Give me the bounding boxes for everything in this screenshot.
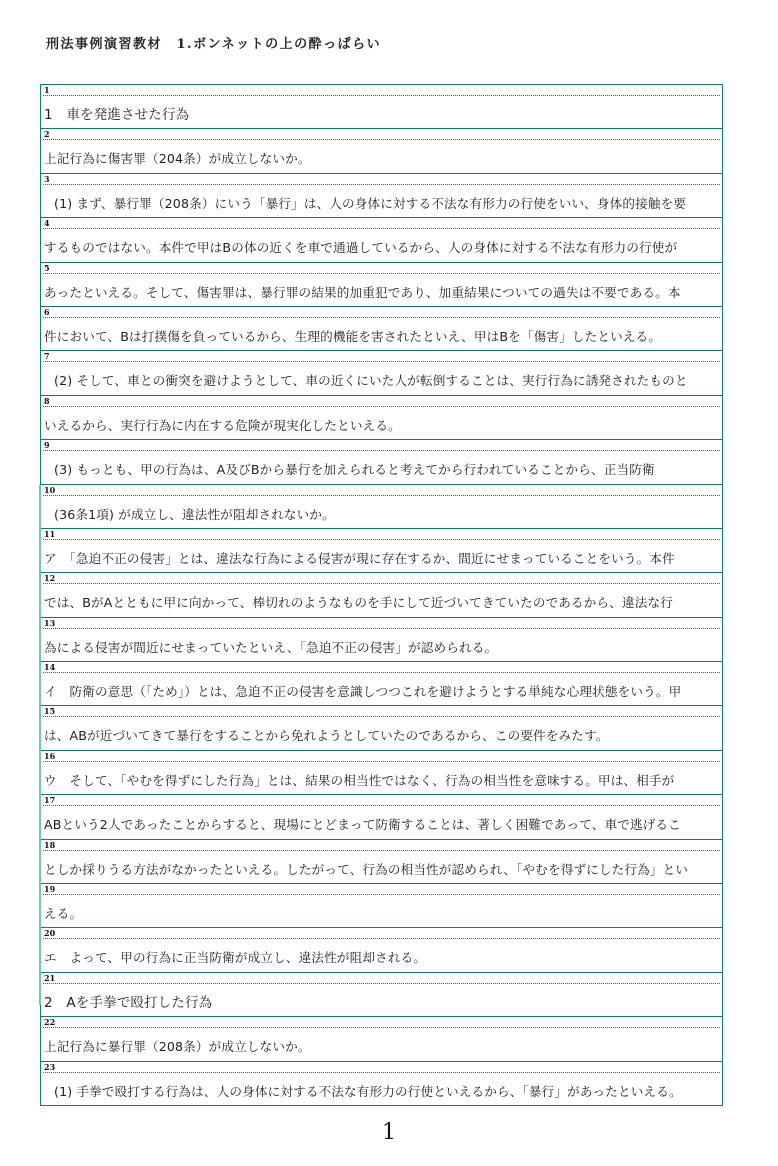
text-line-row <box>41 1062 722 1106</box>
text-line-row <box>41 351 722 395</box>
dotted-guide-line <box>43 317 720 318</box>
line-text: 上記行為に傷害罪（204条）が成立しないか。 <box>44 151 311 167</box>
text-line-row <box>41 263 722 307</box>
line-number: 20 <box>44 928 56 939</box>
document-title: 刑法事例演習教材 1.ボンネットの上の酔っぱらい <box>46 37 382 52</box>
line-text: 1 車を発進させた行為 <box>44 107 190 123</box>
text-line-row <box>41 662 722 706</box>
dotted-guide-line <box>43 850 720 851</box>
line-text: では、BがAとともに甲に向かって、棒切れのようなものを手にして近づいてきていたのであるから、違法な行 <box>44 595 674 611</box>
text-line-row <box>41 928 722 972</box>
text-line-row <box>41 174 722 218</box>
text-line-row <box>41 396 722 440</box>
line-text: するものではない。本件で甲はBの体の近くを車で通過しているから、人の身体に対する不法な有形力の行使が <box>44 240 678 256</box>
dotted-guide-line <box>43 361 720 362</box>
dotted-guide-line <box>43 539 720 540</box>
line-number: 17 <box>44 795 56 806</box>
line-text: ア 「急迫不正の侵害」とは、違法な行為による侵害が現に存在するか、間近にせまっていることをいう。本件 <box>44 550 675 566</box>
line-number: 14 <box>44 662 56 673</box>
dotted-guide-line <box>43 672 720 673</box>
page-number: 1 <box>382 1120 396 1145</box>
line-text: える。 <box>44 906 83 922</box>
line-number: 11 <box>44 528 56 539</box>
line-text: 件において、Bは打撲傷を負っているから、生理的機能を害されたといえ、甲はBを「傷害」したといえる。 <box>44 328 662 344</box>
dotted-guide-line <box>43 1027 720 1028</box>
line-text: ABという2人であったことからすると、現場にとどまって防衛することは、著しく困難であって、車で逃げるこ <box>44 817 681 833</box>
line-number: 6 <box>44 306 50 317</box>
text-line-row <box>41 485 722 529</box>
line-text: ウ そして、「やむを得ずにした行為」とは、結果の相当性ではなく、行為の相当性を意味する。甲は、相手が <box>44 772 675 788</box>
text-line-row <box>41 307 722 351</box>
dotted-guide-line <box>43 228 720 229</box>
line-text: (2) そして、車との衝突を避けようとして、車の近くにいた人が転倒することは、実行行為に誘発されたものと <box>54 373 688 389</box>
manuscript-grid <box>40 84 723 1106</box>
line-text: としか採りうる方法がなかったといえる。したがって、行為の相当性が認められ、「やむを得ずにした行為」とい <box>44 861 689 877</box>
text-line-row <box>41 618 722 662</box>
text-line-row <box>41 440 722 484</box>
line-number: 2 <box>44 129 50 140</box>
line-number: 15 <box>44 706 56 717</box>
dotted-guide-line <box>43 805 720 806</box>
line-text: 2 Aを手拳で殴打した行為 <box>44 994 213 1011</box>
dotted-guide-line <box>43 450 720 451</box>
line-number: 13 <box>44 617 56 628</box>
dotted-guide-line <box>43 406 720 407</box>
line-text: いえるから、実行行為に内在する危険が現実化したといえる。 <box>44 417 401 433</box>
text-line-row <box>41 751 722 795</box>
line-number: 21 <box>44 972 56 983</box>
line-number: 12 <box>44 573 56 584</box>
line-text: (1) 手拳で殴打する行為は、人の身体に対する不法な有形力の行使といえるから、「暴行」があったといえる。 <box>54 1083 682 1099</box>
text-line-row <box>41 529 722 573</box>
line-text: (36条1項) が成立し、違法性が阻却されないか。 <box>54 506 335 522</box>
dotted-guide-line <box>43 761 720 762</box>
dotted-guide-line <box>43 139 720 140</box>
line-number: 18 <box>44 839 56 850</box>
dotted-guide-line <box>43 273 720 274</box>
line-text: 為による侵害が間近にせまっていたといえ、「急迫不正の侵害」が認められる。 <box>44 639 498 655</box>
line-number: 1 <box>44 85 50 95</box>
line-text: (3) もっとも、甲の行為は、A及びBから暴行を加えられると考えてから行われていることから、正当防衛 <box>54 462 655 478</box>
dotted-guide-line <box>43 628 720 629</box>
line-number: 8 <box>44 395 50 406</box>
line-text: あったといえる。そして、傷害罪は、暴行罪の結果的加重犯であり、加重結果についての過失は不要である。本 <box>44 284 681 300</box>
text-line-row <box>41 840 722 884</box>
line-text: イ 防衛の意思（「ため」）とは、急迫不正の侵害を意識しつつこれを避けようとする単純な心理状態をいう。甲 <box>44 684 682 700</box>
line-number: 23 <box>44 1061 56 1072</box>
text-line-row <box>41 85 722 129</box>
text-line-row <box>41 1017 722 1061</box>
line-number: 9 <box>44 440 50 451</box>
line-number: 22 <box>44 1017 56 1028</box>
line-number: 7 <box>44 351 50 362</box>
dotted-guide-line <box>43 1072 720 1073</box>
text-line-row <box>41 218 722 262</box>
text-line-row <box>41 795 722 839</box>
dotted-guide-line <box>43 983 720 984</box>
dotted-guide-line <box>43 716 720 717</box>
line-number: 16 <box>44 750 56 761</box>
line-text: は、ABが近づいてきて暴行をすることから免れようとしていたのであるから、この要件をみたす。 <box>44 728 609 744</box>
text-line-row <box>41 129 722 173</box>
text-line-row <box>41 573 722 617</box>
line-number: 10 <box>44 484 56 495</box>
line-number: 19 <box>44 884 56 895</box>
line-text: エ よって、甲の行為に正当防衛が成立し、違法性が阻却される。 <box>44 950 427 966</box>
line-number: 3 <box>44 173 50 184</box>
text-line-row <box>41 973 722 1017</box>
line-number: 4 <box>44 218 50 229</box>
dotted-guide-line <box>43 95 720 96</box>
line-text: 上記行為に暴行罪（208条）が成立しないか。 <box>44 1039 311 1055</box>
text-line-row <box>41 706 722 750</box>
dotted-guide-line <box>43 184 720 185</box>
line-number: 5 <box>44 262 50 273</box>
dotted-guide-line <box>43 495 720 496</box>
dotted-guide-line <box>43 938 720 939</box>
dotted-guide-line <box>43 583 720 584</box>
line-text: (1) まず、暴行罪（208条）にいう「暴行」は、人の身体に対する不法な有形力の行使をいい、身体的接触を要 <box>54 195 687 211</box>
text-line-row <box>41 884 722 928</box>
dotted-guide-line <box>43 894 720 895</box>
